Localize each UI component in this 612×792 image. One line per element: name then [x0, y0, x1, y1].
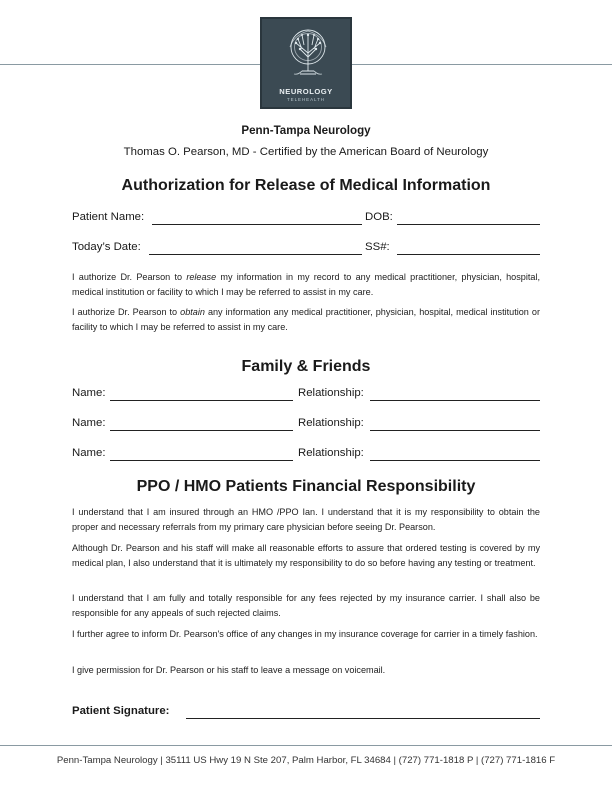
neurology-telehealth-logo — [260, 17, 352, 109]
doctor-line: Thomas O. Pearson, MD - Certified by the American Board of Neurology — [123, 146, 489, 158]
family-row — [72, 447, 540, 463]
family-row — [72, 387, 540, 403]
brain-tree-icon — [280, 27, 336, 81]
family-row — [72, 417, 540, 433]
signature-field[interactable] — [186, 718, 540, 719]
ss-label: SS#: — [365, 241, 390, 253]
authorization-title: Authorization for Release of Medical Information — [121, 177, 491, 194]
family-name-label: Name: — [72, 387, 106, 399]
financial-paragraph: I further agree to inform Dr. Pearson's office of any changes in my insurance coverage for carrier in a timely fashion. — [72, 629, 538, 639]
relationship-label: Relationship: — [298, 447, 364, 459]
signature-label: Patient Signature: — [72, 705, 170, 717]
relationship-label: Relationship: — [298, 417, 364, 429]
todays-date-field[interactable] — [149, 254, 362, 255]
logo-subtitle: TELEHEALTH — [287, 97, 325, 102]
family-name-label: Name: — [72, 417, 106, 429]
dob-label: DOB: — [365, 211, 393, 223]
release-emphasis: release — [186, 272, 217, 282]
release-authorization-text: I authorize Dr. Pearson to release my information in my record to any medical practitioner, physician, hospital, medical institution or facility to which I may be referred to assist in my care. — [72, 272, 540, 297]
family-name-field[interactable] — [110, 430, 293, 431]
signature-row — [72, 705, 540, 721]
voicemail-permission: I give permission for Dr. Pearson or his staff to leave a message on voicemail. — [72, 665, 386, 675]
relationship-field[interactable] — [370, 430, 540, 431]
family-friends-title: Family & Friends — [241, 358, 371, 375]
patient-name-field[interactable] — [152, 224, 362, 225]
family-name-field[interactable] — [110, 460, 293, 461]
patient-name-label: Patient Name: — [72, 211, 145, 223]
relationship-label: Relationship: — [298, 387, 364, 399]
todays-date-label: Today’s Date: — [72, 241, 141, 253]
obtain-emphasis: obtain — [180, 307, 205, 317]
footer-contact: Penn-Tampa Neurology | 35111 US Hwy 19 N Ste 207, Palm Harbor, FL 34684 | (727) 771-1818 P | (727) 771-1816 F — [56, 755, 556, 766]
practice-name: Penn-Tampa Neurology — [241, 124, 371, 137]
financial-paragraph: I understand that I am fully and totally responsible for any fees rejected by my insurance carrier. I shall also be responsible for any appeals of such rejected claims. — [72, 593, 540, 618]
footer-divider — [0, 745, 612, 746]
family-name-field[interactable] — [110, 400, 293, 401]
dob-field[interactable] — [397, 224, 540, 225]
family-name-label: Name: — [72, 447, 106, 459]
obtain-authorization-text: I authorize Dr. Pearson to obtain any information any medical practitioner, physician, hospital, medical institution or facility to which I may be referred to assist in my care. — [72, 307, 540, 332]
financial-paragraph: Although Dr. Pearson and his staff will make all reasonable efforts to assure that ordered testing is covered by my medical plan, I also understand that it is ultimately my responsibility to do so before having any testing or treatment. — [72, 543, 540, 568]
ss-field[interactable] — [397, 254, 540, 255]
logo-wordmark: NEUROLOGY — [279, 87, 333, 96]
todays-date-row — [72, 241, 540, 257]
relationship-field[interactable] — [370, 400, 540, 401]
financial-responsibility-title: PPO / HMO Patients Financial Responsibility — [136, 478, 476, 495]
financial-paragraph: I understand that I am insured through an HMO /PPO Ian. I understand that it is my responsibility to obtain the proper and necessary referrals from my primary care physician before seeing Dr. Pearson. — [72, 507, 540, 532]
patient-name-row — [72, 211, 540, 227]
relationship-field[interactable] — [370, 460, 540, 461]
